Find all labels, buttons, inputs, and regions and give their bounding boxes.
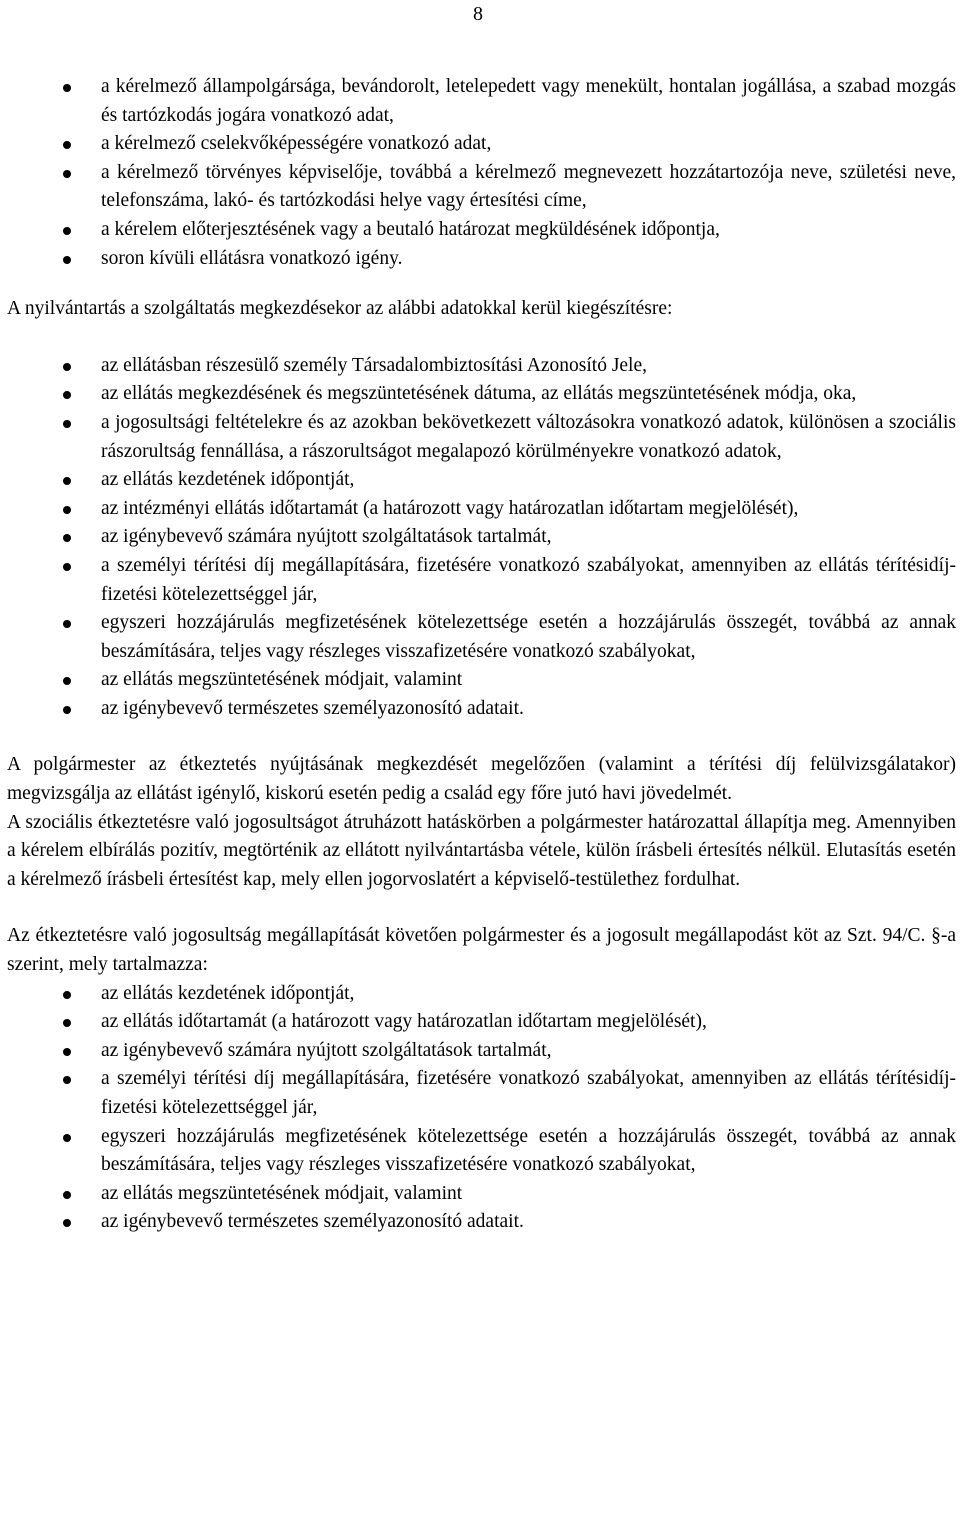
list-item: a kérelem előterjesztésének vagy a beutaló határozat megküldésének időpontja, <box>7 216 956 245</box>
page-number: 8 <box>473 3 483 25</box>
paragraph-eligibility-decision: A szociális étkeztetésre való jogosultságot átruházott hatáskörben a polgármester határozattal állapítja meg. Amennyiben a kérelem elbírálás pozitív, megtörténik az ellátott nyilvántartásba vétele, külön írásbeli értesítés nélkül. Elutasítás esetén a kérelmező írásbeli értesítést kap, mely ellen jogorvoslatért a képviselő-testülethez fordulhat. <box>7 811 956 890</box>
list-item: az ellátás megszüntetésének módjait, valamint <box>7 1180 956 1209</box>
list-item: az igénybevevő természetes személyazonosító adatait. <box>7 695 956 724</box>
list-item: a személyi térítési díj megállapítására, fizetésére vonatkozó szabályokat, amennyiben az ellátás térítésidíj-fizetési kötelezettséggel jár, <box>7 552 956 609</box>
paragraph-agreement-intro: Az étkeztetésre való jogosultság megállapítását követően polgármester és a jogosult megállapodást köt az Szt. 94/C. §-a szerint, mely tartalmazza: <box>7 925 956 976</box>
list-item: az ellátás kezdetének időpontját, <box>7 980 956 1009</box>
list-item: az igénybevevő számára nyújtott szolgáltatások tartalmát, <box>7 523 956 552</box>
bullet-list-agreement-contents <box>7 980 956 1237</box>
paragraph-mayor-review: A polgármester az étkeztetés nyújtásának megkezdését megelőzően (valamint a térítési díj felülvizsgálatakor) megvizsgálja az ellátást igénylő, kiskorú esetén pedig a család egy főre jutó havi jövedelmét. <box>7 754 956 805</box>
list-item: az ellátás megszüntetésének módjait, valamint <box>7 666 956 695</box>
list-item: az ellátás megkezdésének és megszüntetésének dátuma, az ellátás megszüntetésének módja, oka, <box>7 380 956 409</box>
list-item: a személyi térítési díj megállapítására, fizetésére vonatkozó szabályokat, amennyiben az ellátás térítésidíj-fizetési kötelezettséggel jár, <box>7 1065 956 1122</box>
list-item: a kérelmező állampolgársága, bevándorolt, letelepedett vagy menekült, hontalan jogállása, a szabad mozgás és tartózkodás jogára vonatkozó adat, <box>7 73 956 130</box>
document-body <box>7 73 956 1237</box>
bullet-list-applicant-data <box>7 73 956 273</box>
paragraph-registry-intro: A nyilvántartás a szolgáltatás megkezdésekor az alábbi adatokkal kerül kiegészítésre: <box>7 298 673 320</box>
list-item: egyszeri hozzájárulás megfizetésének kötelezettsége esetén a hozzájárulás összegét, továbbá az annak beszámítására, teljes vagy részleges visszafizetésére vonatkozó szabályokat, <box>7 609 956 666</box>
list-item: az intézményi ellátás időtartamát (a határozott vagy határozatlan időtartam megjelölését), <box>7 495 956 524</box>
list-item: a kérelmező cselekvőképességére vonatkozó adat, <box>7 130 956 159</box>
list-item: az ellátás időtartamát (a határozott vagy határozatlan időtartam megjelölését), <box>7 1008 956 1037</box>
list-item: az ellátásban részesülő személy Társadalombiztosítási Azonosító Jele, <box>7 352 956 381</box>
bullet-list-service-data <box>7 352 956 724</box>
list-item: egyszeri hozzájárulás megfizetésének kötelezettsége esetén a hozzájárulás összegét, továbbá az annak beszámítására, teljes vagy részleges visszafizetésére vonatkozó szabályokat, <box>7 1123 956 1180</box>
list-item: az ellátás kezdetének időpontját, <box>7 466 956 495</box>
list-item: a jogosultsági feltételekre és az azokban bekövetkezett változásokra vonatkozó adatok, különösen a szociális rászorultság fennállása, a rászorultságot megalapozó körülményekre vonatkozó adatok, <box>7 409 956 466</box>
list-item: az igénybevevő számára nyújtott szolgáltatások tartalmát, <box>7 1037 956 1066</box>
list-item: az igénybevevő természetes személyazonosító adatait. <box>7 1208 956 1237</box>
list-item: soron kívüli ellátásra vonatkozó igény. <box>7 245 956 274</box>
list-item: a kérelmező törvényes képviselője, továbbá a kérelmező megnevezett hozzátartozója neve, születési neve, telefonszáma, lakó- és tartózkodási helye vagy értesítési címe, <box>7 159 956 216</box>
